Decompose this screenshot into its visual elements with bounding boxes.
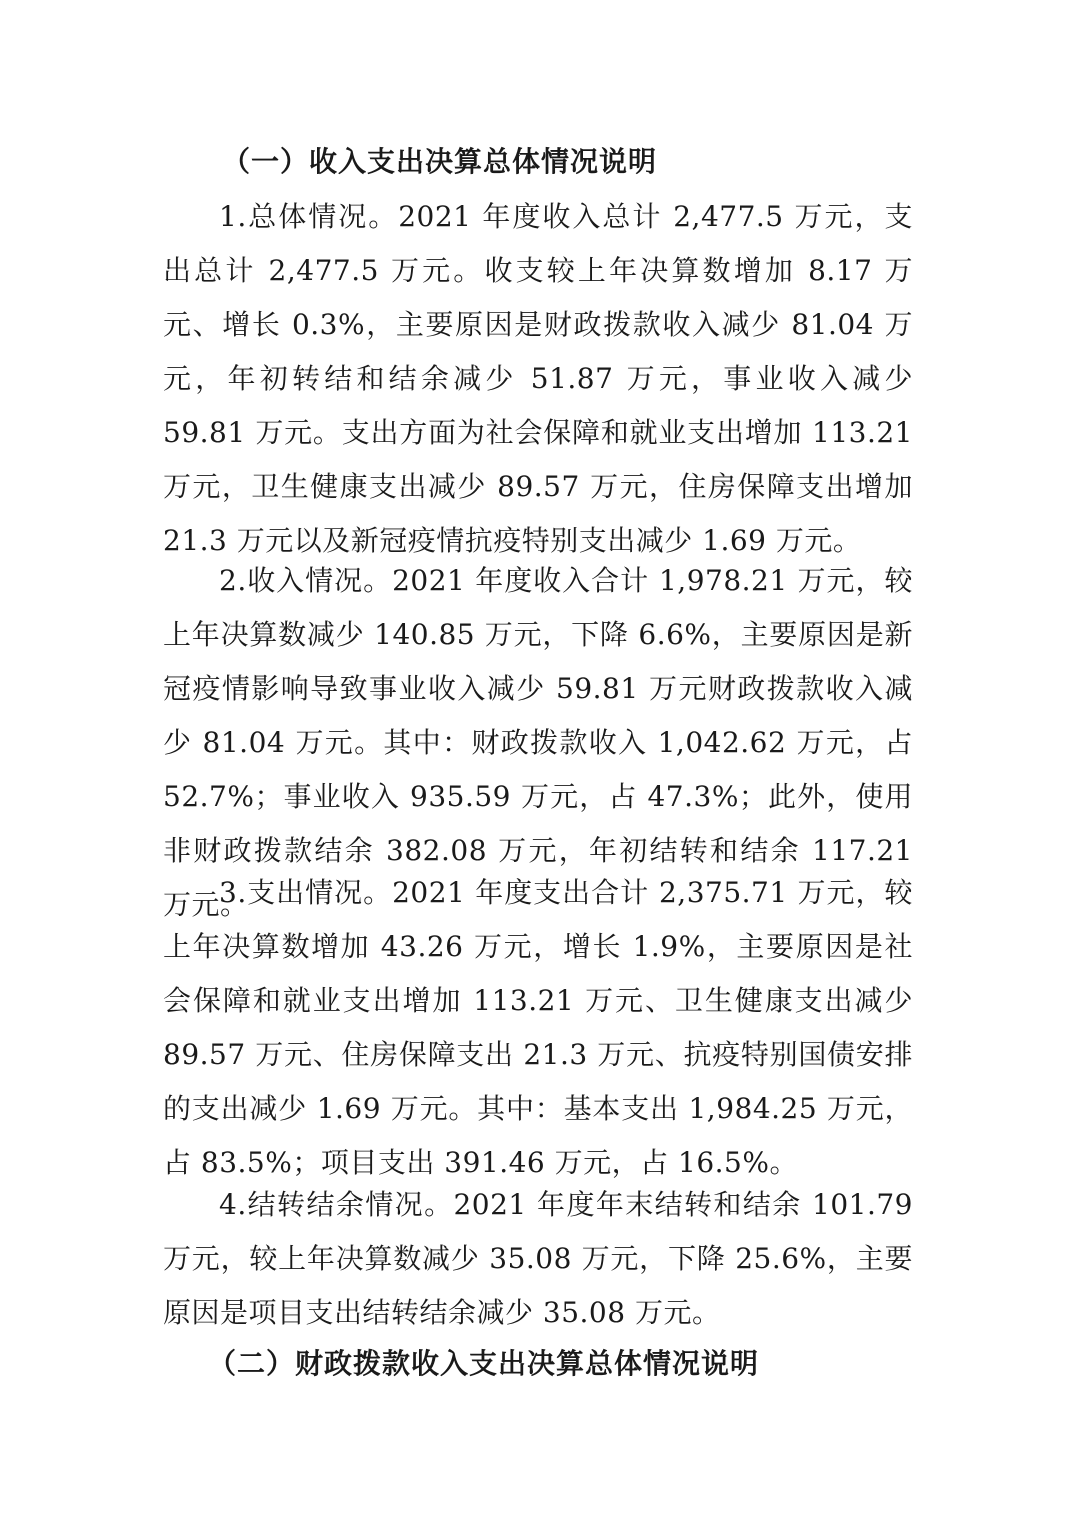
section-two-heading: （二）财政拨款收入支出决算总体情况说明: [208, 1347, 760, 1380]
carryover-balance-paragraph: 4.结转结余情况。2021 年度年末结转和结余 101.79 万元，较上年决算数减少 35.08 万元，下降 25.6%，主要原因是项目支出结转结余减少 35.08 万元。: [163, 1188, 913, 1329]
expenditure-situation-paragraph: 3.支出情况。2021 年度支出合计 2,375.71 万元，较上年决算数增加 43.26 万元，增长 1.9%，主要原因是社会保障和就业支出增加 113.21 万元、卫生健康支出减少 89.57 万元、住房保障支出 21.3 万元、抗疫特别国债安排的支出减少 1.69 万元。其中：基本支出 1,984.25 万元，占 83.5%；项目支出 391.46 万元，占 16.5%。: [163, 876, 913, 1179]
section-one-heading: （一）收入支出决算总体情况说明: [222, 145, 658, 178]
income-situation-paragraph: 2.收入情况。2021 年度收入合计 1,978.21 万元，较上年决算数减少 140.85 万元，下降 6.6%，主要原因是新冠疫情影响导致事业收入减少 59.81 万元财政拨款收入减少 81.04 万元。其中：财政拨款收入 1,042.62 万元，占 52.7%；事业收入 935.59 万元，占 47.3%；此外，使用非财政拨款结余 382.08 万元，年初结转和结余 117.21 万元。: [163, 564, 913, 921]
overall-situation-paragraph: 1.总体情况。2021 年度收入总计 2,477.5 万元，支出总计 2,477.5 万元。收支较上年决算数增加 8.17 万元、增长 0.3%，主要原因是财政拨款收入减少 81.04 万元，年初转结和结余减少 51.87 万元，事业收入减少 59.81 万元。支出方面为社会保障和就业支出增加 113.21 万元，卫生健康支出减少 89.57 万元，住房保障支出增加 21.3 万元以及新冠疫情抗疫特别支出减少 1.69 万元。: [163, 200, 913, 557]
